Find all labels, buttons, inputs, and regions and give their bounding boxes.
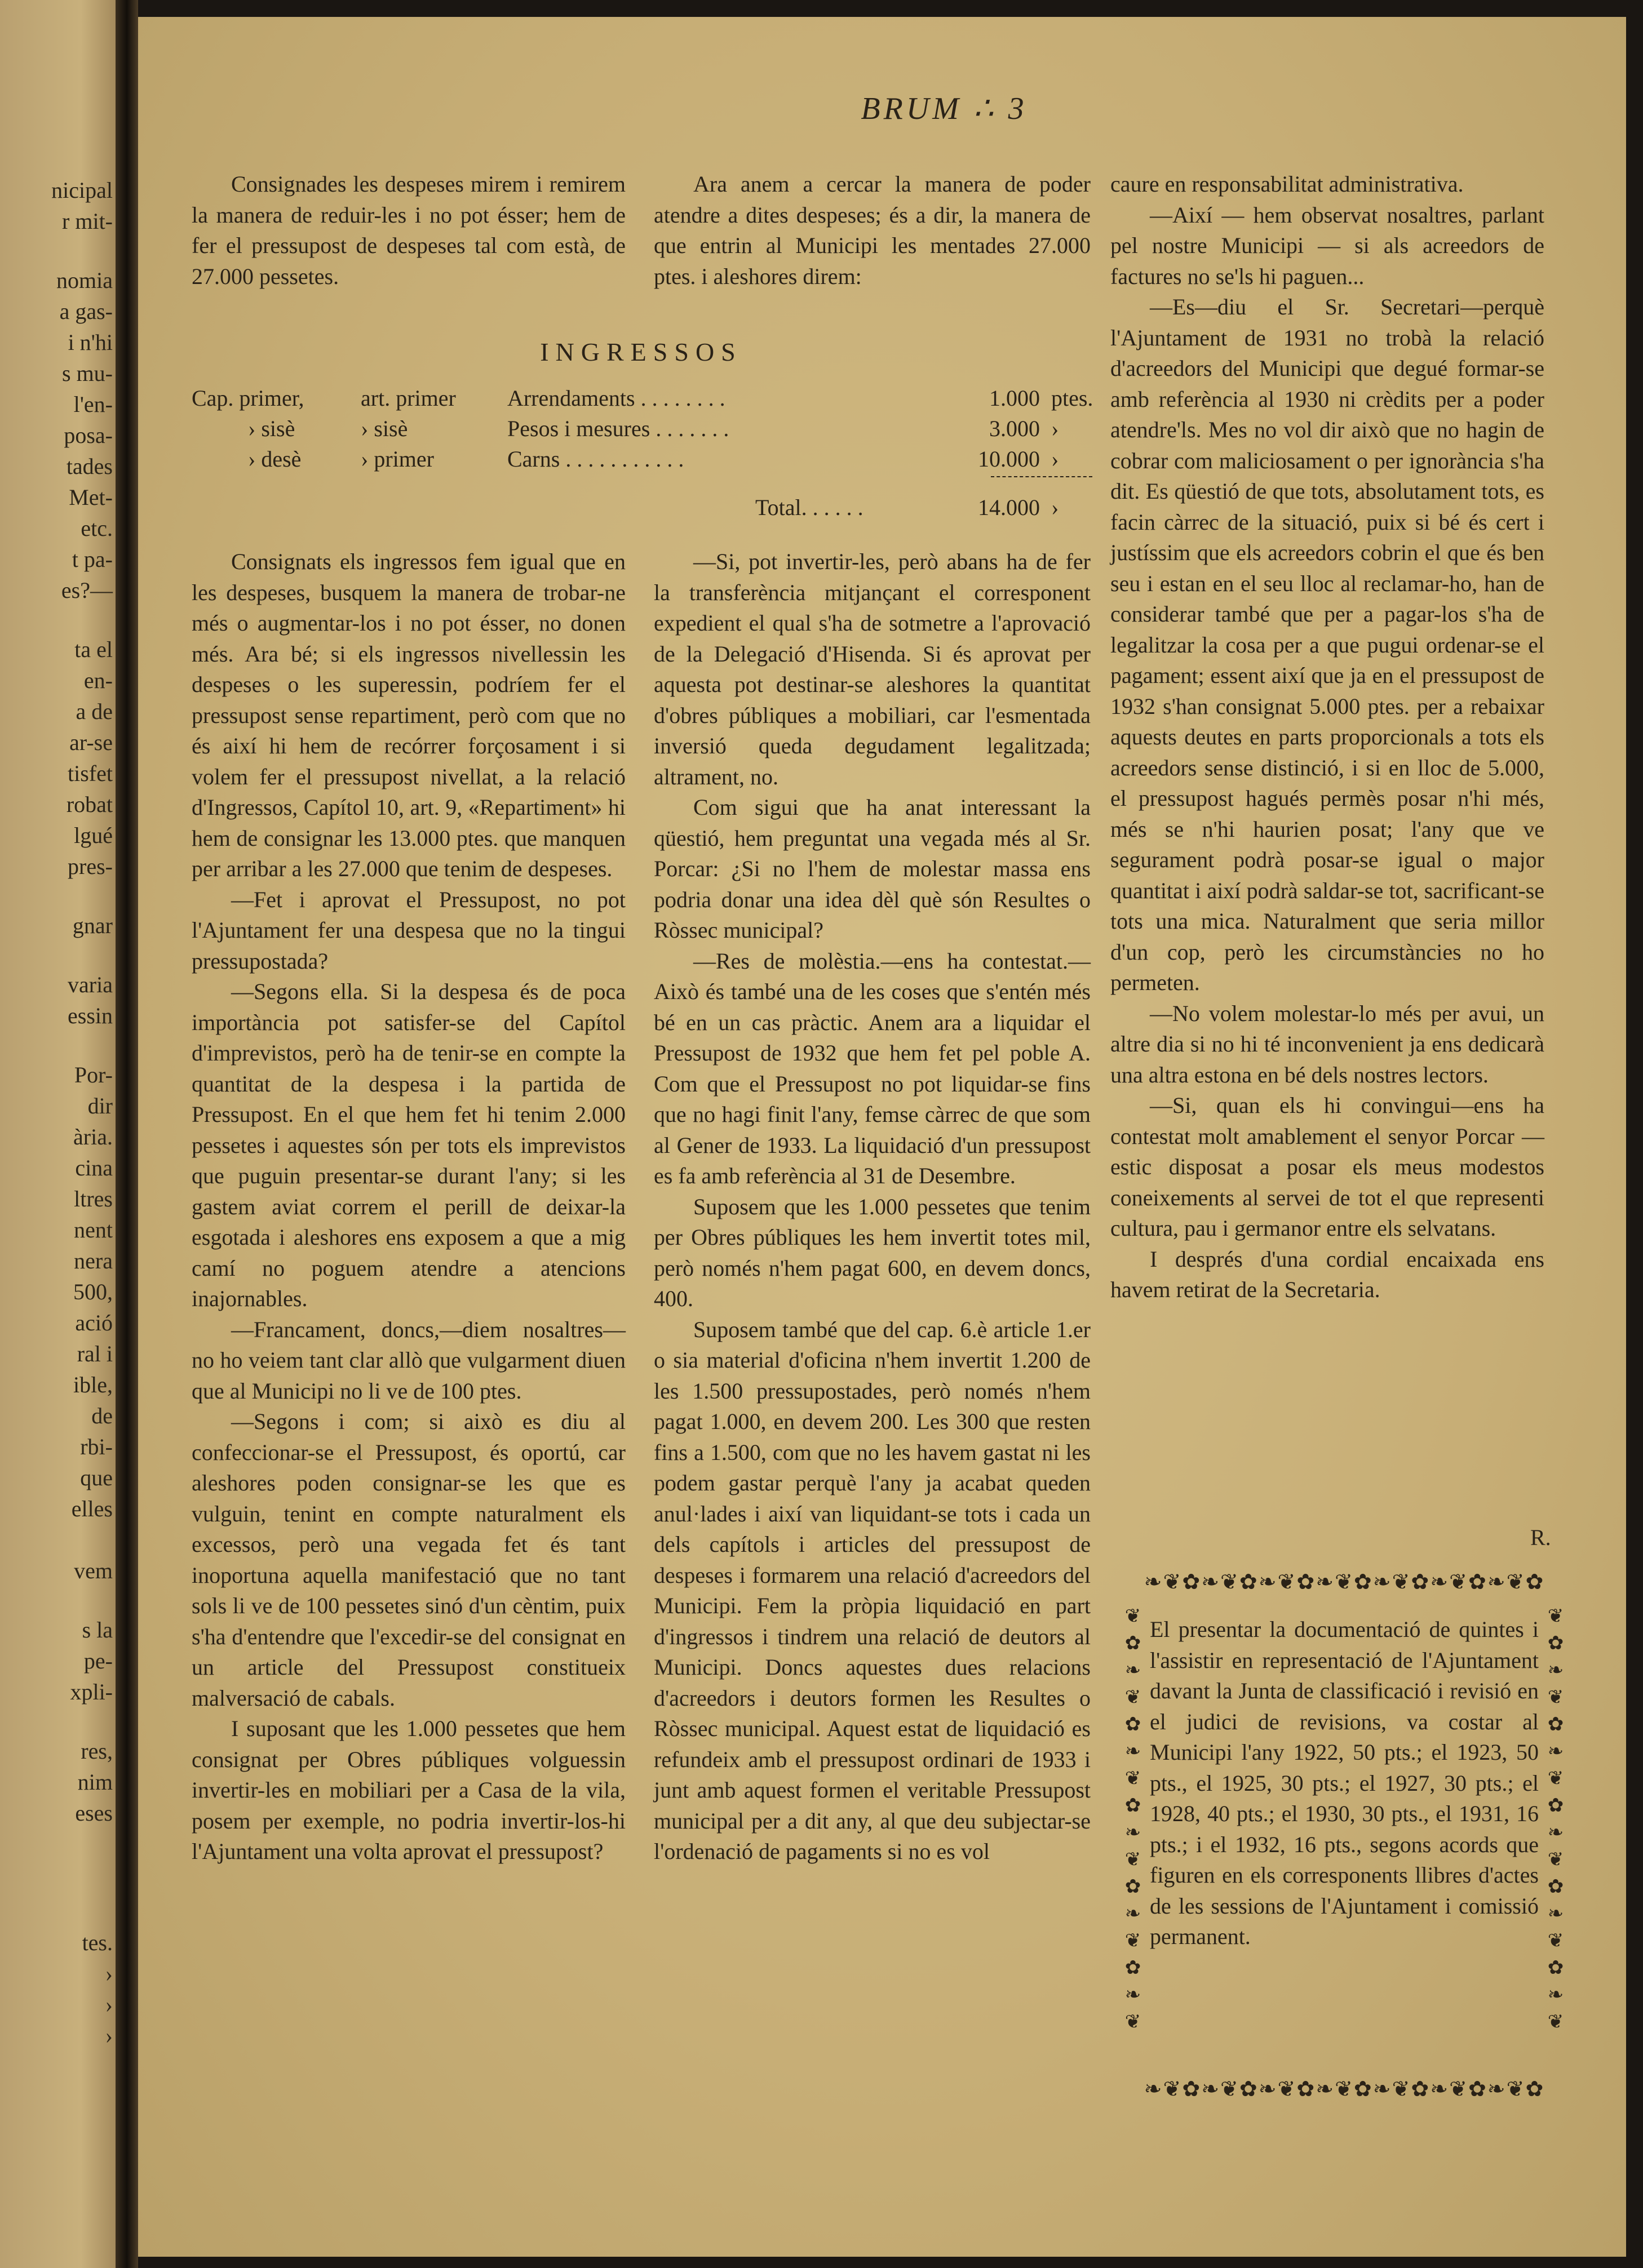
total-label: Total. . . . . .: [755, 495, 863, 520]
facing-page-fragment: nicipal: [51, 177, 113, 203]
total-unit: ›: [1051, 495, 1059, 520]
facing-page-fragment: eses: [75, 1800, 113, 1826]
facing-page-fragment: que: [80, 1465, 113, 1490]
facing-page-fragment: nera: [74, 1248, 113, 1273]
facing-page-fragment: elles: [71, 1496, 113, 1521]
facing-page-fragment: pe-: [83, 1648, 113, 1674]
notice-box: [1122, 1569, 1567, 2102]
facing-page-fragment: ›: [105, 1961, 113, 1986]
paragraph: —Segons ella. Si la despesa és de poca importància pot satisfer-se del Capítol d'imprevistos, però ha de tenir-se en compte la quantitat de la despesa i la partida de Pressupost. En el que hem fet hi tenim 2.000 pessetes i aquestes són per tots els imprevistos que puguin presentar-se durant l'any; si les gastem aviat correm el perill de deixar-la esgotada i aleshores ens exposem a que a mig camí no poguem atendre a atencions inajornables.: [192, 979, 626, 1311]
paragraph: —Francament, doncs,—diem nosaltres—no ho veiem tant clar allò que vulgarment diuen que al Municipi no li ve de 100 ptes.: [192, 1316, 626, 1404]
facing-page-fragment: gnar: [72, 913, 113, 938]
ingressos-row: [192, 444, 1091, 474]
ingressos-total-row: [192, 492, 1091, 523]
col2-body: [654, 547, 1091, 1867]
ornament-border-left: ❦ ✿ ❧ ❦ ✿ ❧ ❦ ✿ ❧ ❦ ✿ ❧ ❦ ✿ ❧ ❦: [1124, 1606, 1141, 2032]
facing-page-fragment: s mu-: [62, 361, 113, 386]
ingressos-title: INGRESSOS: [540, 338, 742, 366]
col3-body: [1110, 169, 1544, 1306]
unit: ›: [1051, 446, 1059, 472]
ingressos-row: [192, 383, 1091, 414]
facing-page-fragment: nim: [77, 1769, 113, 1795]
facing-page-fragment: cina: [75, 1155, 113, 1180]
facing-page-fragment: r mit-: [62, 208, 113, 234]
ornament-border-top: ❧❦✿❧❦✿❧❦✿❧❦✿❧❦✿❧❦✿❧❦✿: [1144, 1570, 1545, 1594]
unit: ›: [1051, 416, 1059, 441]
total-rule: [991, 476, 1092, 477]
paragraph: —Si, quan els hi convingui—ens ha contestat molt amablement el senyor Porcar — estic disposat a posar els meus modestos coneixements al servei de tot el que representi cultura, pau i germanor entre els selvatans.: [1110, 1093, 1544, 1241]
facing-page-fragment: a de: [76, 699, 113, 724]
book-gutter: [116, 0, 138, 2268]
facing-page-fragment: tades: [66, 454, 113, 479]
newspaper-page: [138, 17, 1626, 2257]
chapter: Cap. primer,: [192, 385, 304, 411]
facing-page-fragment: vem: [74, 1558, 113, 1583]
facing-page-fragment: ›: [105, 2023, 113, 2048]
paragraph: —No volem molestar-lo més per avui, un altre dia si no hi té inconvenient ja ens dedicarà una altra estona en bé dels nostres lectors.: [1110, 1000, 1544, 1088]
page-header: [775, 90, 1113, 127]
unit: ptes.: [1051, 385, 1093, 411]
article: art. primer: [361, 385, 456, 411]
paragraph: Consignats els ingressos fem igual que en les despeses, busquem la manera de trobar-ne més o augmentar-los i no pot ésser, no donen més. Ara bé; si els ingressos nivellessin les despeses o les superessin, podríem fer el pressupost sense repartiment, però com que no és així hi hem de recórrer forçosament i si volem fer el pressupost nivellat, a la relació d'Ingressos, Capítol 10, art. 9, «Repartiment» hi hem de consignar les 13.000 ptes. que manquen per arribar a les 27.000 que tenim de despeses.: [192, 549, 626, 881]
header-page-number: 3: [1008, 91, 1028, 126]
chapter: › desè: [248, 446, 302, 472]
facing-page-fragment: l'en-: [73, 392, 113, 417]
paragraph: I després d'una cordial encaixada ens havem retirat de la Secretaria.: [1110, 1246, 1544, 1302]
header-separator: ∴: [973, 91, 997, 126]
facing-page-fragment: rbi-: [80, 1434, 113, 1459]
article: › primer: [361, 446, 434, 472]
col1-body: [192, 547, 626, 1867]
facing-page-fragment: ació: [75, 1310, 113, 1335]
paragraph: I suposant que les 1.000 pessetes que hem consignat per Obres públiques volguessin invertir-les en mobiliari per a Casa de la vila, posem per exemple, no podria invertir-los-hi l'Ajuntament una volta aprovat el pressupost?: [192, 1716, 626, 1864]
header-title: BRUM: [861, 91, 962, 126]
concept: Arrendaments . . . . . . . .: [507, 385, 725, 411]
ornament-border-bottom: ❧❦✿❧❦✿❧❦✿❧❦✿❧❦✿❧❦✿❧❦✿: [1144, 2078, 1545, 2101]
article: › sisè: [361, 416, 408, 441]
facing-page-fragment: de: [91, 1403, 113, 1428]
paragraph: Suposem que les 1.000 pessetes que tenim per Obres públiques les hem invertit totes mil, però només n'hem pagat 600, en devem doncs, 400.: [654, 1193, 1091, 1311]
paragraph: —Fet i aprovat el Pressupost, no pot l'Ajuntament fer una despesa que no la tingui pressupostada?: [192, 886, 626, 974]
facing-page-fragment: lgué: [74, 823, 113, 848]
col2-top: [654, 169, 1091, 292]
facing-page-fragment: ›: [105, 1992, 113, 2017]
paragraph: —Així — hem observat nosaltres, parlant pel nostre Municipi — si als acreedors de factures no se'ls hi paguen...: [1110, 202, 1544, 289]
paragraph: —Segons i com; si això es diu al confeccionar-se el Pressupost, és oportú, car aleshores poden consignar-se les que es vulguin, tenint en compte naturalment els excessos, però una vegada fet és tant inoportuna aquella manifestació que no tant sols li ve de 100 pessetes sinó d'un cèntim, puix s'ha d'entendre que l'excedir-se del consignat en un article del Pressupost constitueix malversació de cabals.: [192, 1409, 626, 1711]
ornament-border-right: ❦ ✿ ❧ ❦ ✿ ❧ ❦ ✿ ❧ ❦ ✿ ❧ ❦ ✿ ❧ ❦: [1547, 1606, 1564, 2032]
facing-page-fragment: pres-: [68, 854, 113, 879]
facing-page-fragment: i n'hi: [68, 330, 113, 355]
facing-page-fragment: a gas-: [59, 299, 113, 324]
facing-page-fragment: xpli-: [70, 1679, 113, 1705]
paragraph: Ara anem a cercar la manera de poder atendre a dites despeses; és a dir, la manera de que entrin al Municipi les mentades 27.000 ptes. i aleshores direm:: [654, 171, 1091, 289]
amount: 10.000: [978, 446, 1040, 472]
facing-page-fragment: t pa-: [72, 547, 113, 572]
paragraph: —Res de molèstia.—ens ha contestat.—Això és també una de les coses que s'entén més bé en un cas pràctic. Anem ara a liquidar el Pressupost de 1932 que hem fet pel poble A. Com que el Pressupost no pot liquidar-se fins que no hagi finit l'any, femse càrrec de que som al Gener de 1933. La liquidació d'un pressupost es fa amb referència al 31 de Desembre.: [654, 948, 1091, 1188]
facing-page-fragment: Por-: [74, 1062, 113, 1088]
facing-page-fragment: nent: [74, 1217, 113, 1242]
paragraph: —Si, pot invertir-les, però abans ha de fer la transferència mitjançant el corresponent expedient el qual s'ha de sotmetre a l'aprovació de la Delegació d'Hisenda. Si és aprovat per aquesta pot destinar-se aleshores la quantitat d'obres públiques a mobiliari, car l'esmentada inversió queda degudament legalitzada; altrament, no.: [654, 549, 1091, 789]
paragraph: Suposem també que del cap. 6.è article 1.er o sia material d'oficina n'hem invertit 1.200 de les 1.500 pressupostades, però només n'hem pagat 1.000, en devem 200. Les 300 que resten fins a 1.500, com que no les havem gastat ni les podem gastar perquè l'any ja acabat queden anul·lades i així van liquidant-se tots i cada un dels capítols i articles del pressupost de despeses i formarem una relació d'acreedors del Municipi. Fem la pròpia liquidació en part d'ingressos i tindrem una relació de deutors al Municipi. Doncs aquestes dues relacions d'acreedors i deutors formen les Resultes o Ròssec municipal. Aquest estat de liquidació es refundeix amb el pressupost ordinari de 1933 i junt amb aquest formen el veritable Pressupost municipal per a dit any, al que deu subjectar-se l'ordenació de pagaments si no es vol: [654, 1316, 1091, 1864]
concept: Carns . . . . . . . . . . .: [507, 446, 684, 472]
facing-page-fragment: ltres: [74, 1186, 113, 1211]
facing-page-fragment: s la: [82, 1617, 113, 1643]
amount: 1.000: [989, 385, 1040, 411]
facing-page-fragment: ta el: [74, 637, 113, 662]
paragraph: Consignades les despeses mirem i remirem la manera de reduir-les i no pot ésser; hem de fer el pressupost de despeses tal com està, de 27.000 pessetes.: [192, 171, 626, 289]
facing-page-fragment: es?—: [61, 578, 113, 603]
facing-page-fragment: tes.: [82, 1930, 113, 1955]
facing-page-fragment: nomia: [56, 268, 113, 293]
facing-page-fragment: 500,: [73, 1279, 113, 1304]
facing-page-strip: [0, 0, 116, 2268]
signature: R.: [1530, 1525, 1551, 1550]
facing-page-fragment: res,: [81, 1738, 113, 1764]
facing-page-fragment: ar-se: [69, 730, 113, 755]
col1-top: [192, 169, 626, 292]
paragraph: Com sigui que ha anat interessant la qüestió, hem preguntat una vegada més al Sr. Porcar: ¿Si no l'hem de molestar massa ens podria donar una idea dèl què són Resultes o Ròssec municipal?: [654, 795, 1091, 943]
paragraph: caure en responsabilitat administrativa.: [1110, 171, 1464, 197]
facing-page-fragment: ral i: [77, 1341, 113, 1366]
facing-page-fragment: varia: [68, 972, 113, 997]
chapter: › sisè: [248, 416, 295, 441]
concept: Pesos i mesures . . . . . . .: [507, 416, 729, 441]
facing-page-fragment: ible,: [73, 1372, 113, 1397]
facing-page-fragment: posa-: [64, 423, 113, 448]
paragraph: —Es—diu el Sr. Secretari—perquè l'Ajuntament de 1931 no trobà la relació d'acreedors del Municipi que degué formar-se amb referència al 1930 ni crèdits per a poder atendre'ls. Mes no vol dir això que no hagin de cobrar com maliciosament o per ignorància s'ha dit. Es qüestió de que tots, absolutament tots, es facin càrrec de la situació, puix si bé és cert i justíssim que els acreedors cobrin el que és ben seu i estan en el seu lloc al reclamar-ho, han de considerar també que per a pagar-los s'ha de legalitzar la cosa per a que pugui ordenar-se el pagament; essent així que ja en el pressupost de 1932 s'han consignat 5.000 ptes. per a rebaixar aquests deutes en parts proporcionals a tots els acreedors sense distinció, i si en lloc de 5.000, el pressupost hagués permès posar n'hi més, més se n'hi haurien posat; l'any que ve segurament podrà posar-se igual o major quantitat i així podrà saldar-se tot, sacrificant-se tots una mica. Naturalment que seria millor d'un cop, però les circumstàncies no ho permeten.: [1110, 294, 1544, 995]
facing-page-fragment: essin: [68, 1003, 113, 1028]
facing-page-fragment: dir: [87, 1093, 113, 1119]
amount: 3.000: [989, 416, 1040, 441]
facing-page-fragment: en-: [83, 668, 113, 693]
ingressos-row: [192, 414, 1091, 444]
notice-text: El presentar la documentació de quintes i l'assistir en representació de l'Ajuntament davant la Junta de classificació i revisió en el judici de revisions, va costar al Municipi l'any 1922, 50 pts.; el 1923, 50 pts., el 1925, 30 pts.; el 1927, 30 pts.; el 1928, 40 pts.; el 1930, 30 pts., el 1931, 16 pts.; i el 1932, 16 pts., segons acords que figuren en els corresponents llibres d'actes de les sessions de l'Ajuntament i comissió permanent.: [1150, 1617, 1539, 1949]
facing-page-fragment: ària.: [73, 1124, 113, 1149]
facing-page-fragment: robat: [66, 792, 113, 817]
total-amount: 14.000: [978, 495, 1040, 520]
facing-page-fragment: tisfet: [68, 761, 113, 786]
facing-page-fragment: Met-: [69, 485, 113, 510]
ingressos-table: [192, 383, 1091, 523]
facing-page-fragment: etc.: [81, 516, 113, 541]
